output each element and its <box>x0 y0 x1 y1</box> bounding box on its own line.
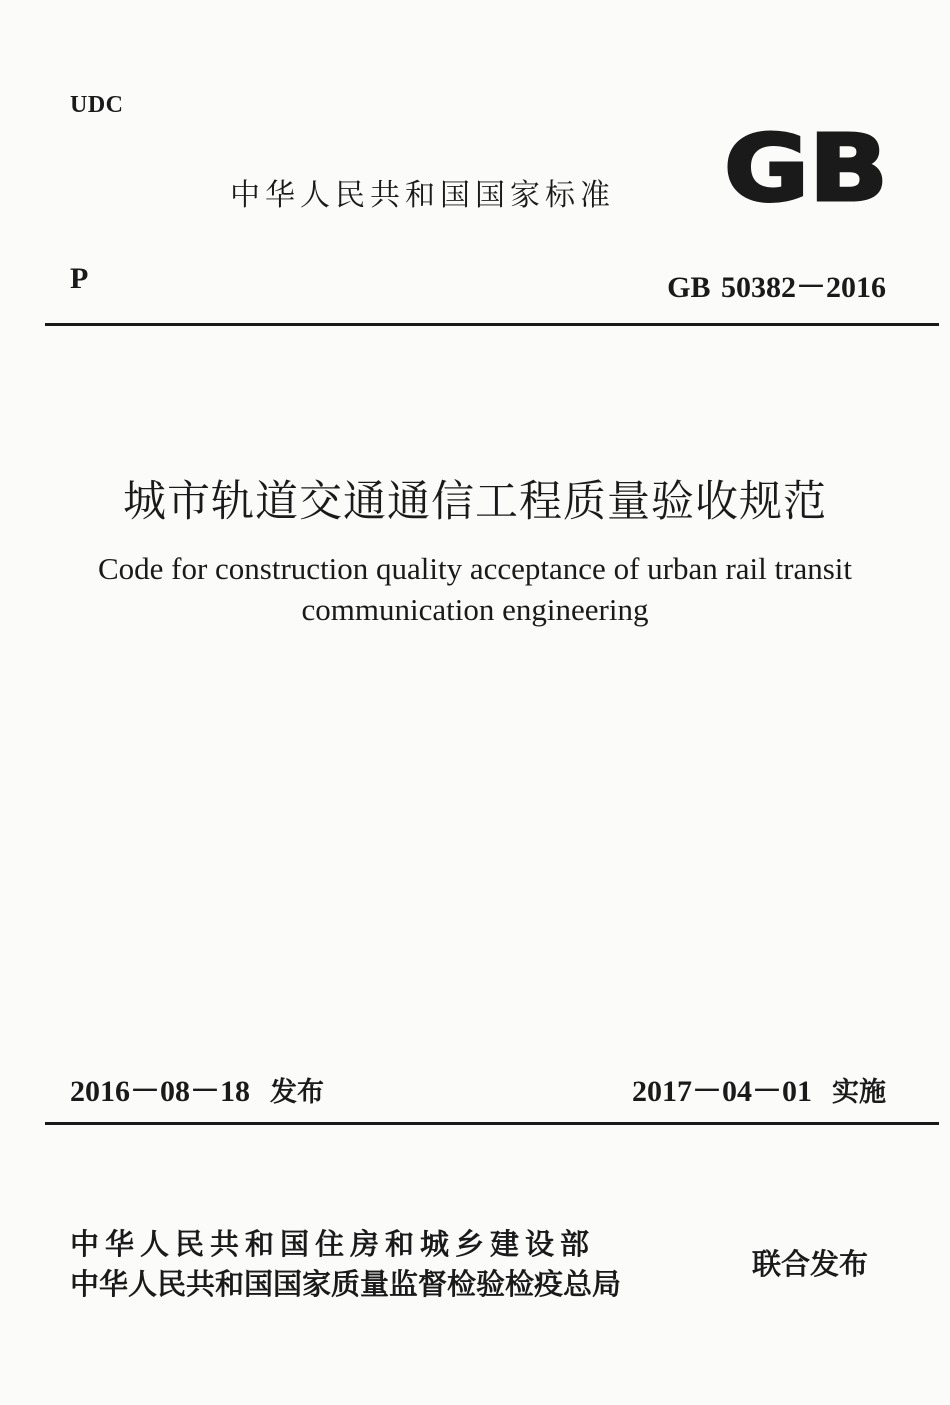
gb-logo-icon <box>722 122 890 208</box>
issue-label: 发布 <box>270 1077 324 1108</box>
issue-date-block <box>70 1066 324 1110</box>
bottom-divider <box>45 1122 939 1125</box>
title-chinese: 城市轨道交通通信工程质量验收规范 <box>123 477 827 527</box>
implementation-date: 2017－04－01 <box>632 1075 812 1108</box>
title-english <box>0 548 950 630</box>
issuer-ministry-housing: 中华人民共和国住房和城乡建设部 <box>70 1227 596 1261</box>
udc-label: UDC <box>70 92 124 118</box>
issuer-quality-supervision: 中华人民共和国国家质量监督检验检疫总局 <box>70 1267 622 1301</box>
national-standard-title: 中华人民共和国国家标准 <box>230 178 615 213</box>
title-english-line-1: Code for construction quality acceptance of urban rail transit <box>97 551 853 586</box>
implementation-date-block <box>632 1066 886 1110</box>
title-english-line-2: communication engineering <box>301 592 649 627</box>
top-divider <box>45 323 939 326</box>
classification-code: P <box>70 262 89 295</box>
standard-number: GB 50382－2016 <box>667 271 886 304</box>
implementation-label: 实施 <box>832 1077 886 1108</box>
gb-logo-text: GB <box>724 122 888 208</box>
issue-date: 2016－08－18 <box>70 1075 250 1108</box>
joint-issue-label: 联合发布 <box>752 1247 869 1281</box>
